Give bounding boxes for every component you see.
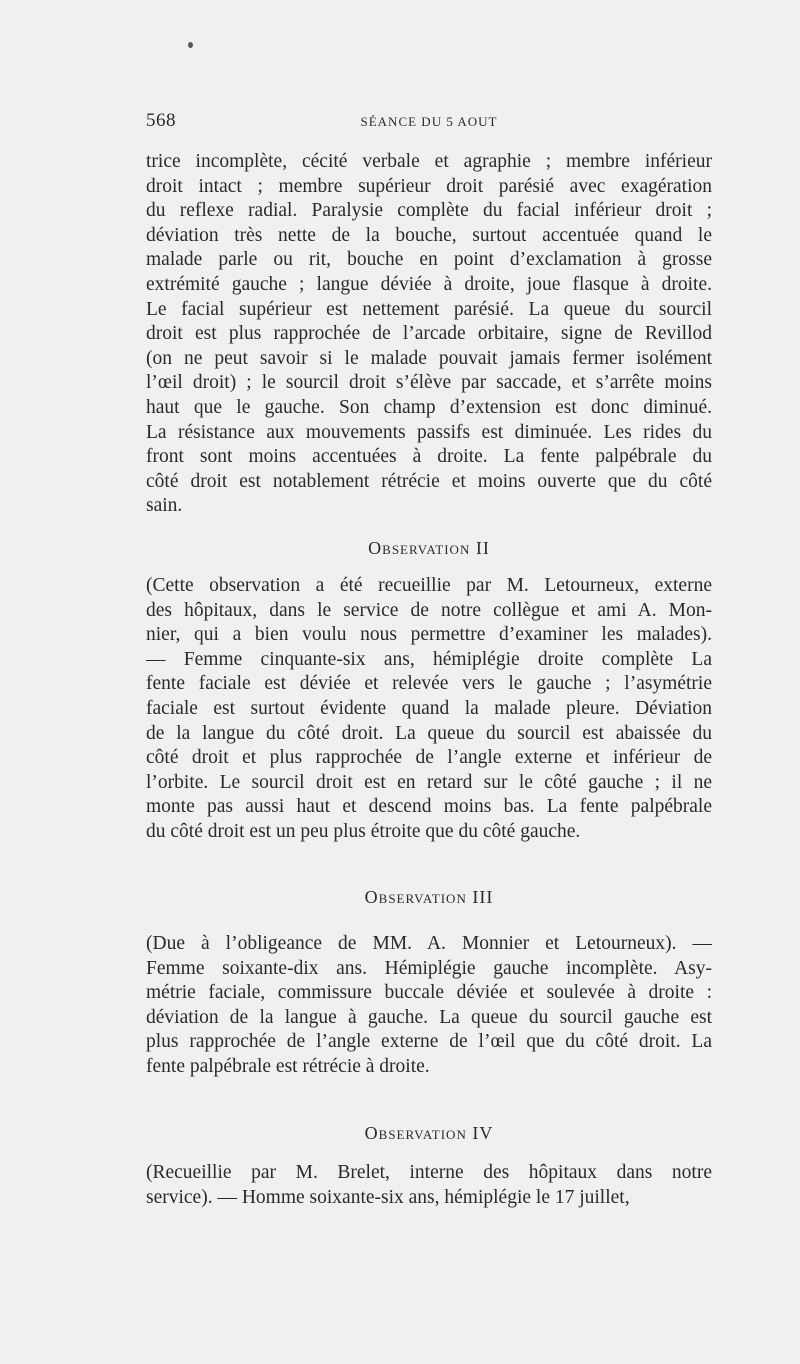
text-line: malade parle ou rit, bouche en point d’exclamation à grosse (146, 249, 712, 271)
paragraph-observation-4 (146, 1161, 712, 1210)
text-line: nier, qui a bien voulu nous permettre d’examiner les malades). (146, 624, 712, 646)
text-line: sain. (146, 495, 183, 517)
text-line: Le facial supérieur est nettement parésié. La queue du sourcil (146, 298, 712, 320)
text-line: haut que le gauche. Son champ d’extension est donc diminué. (146, 396, 712, 418)
text-line: monte pas aussi haut et descend moins bas. La fente palpébrale (146, 796, 712, 818)
text-line: extrémité gauche ; langue déviée à droite, joue flasque à droite. (146, 273, 712, 295)
heading-observation-3: Observation III (364, 887, 494, 907)
page-number: 568 (146, 110, 176, 131)
text-line: des hôpitaux, dans le service de notre collègue et ami A. Mon- (146, 599, 712, 621)
text-line: Femme soixante-dix ans. Hémiplégie gauche incomplète. Asy- (146, 957, 712, 979)
page-header (146, 110, 712, 134)
text-line: l’œil droit) ; le sourcil droit s’élève par saccade, et s’arrête moins (146, 372, 712, 394)
text-line: métrie faciale, commissure buccale déviée et soulevée à droite : (146, 982, 712, 1004)
text-line: La résistance aux mouvements passifs est diminuée. Les rides du (146, 421, 712, 443)
text-line: l’orbite. Le sourcil droit est en retard sur le côté gauche ; il ne (146, 771, 712, 793)
text-line: du reflexe radial. Paralysie complète du facial inférieur droit ; (146, 200, 712, 222)
heading-observation-2: Observation II (368, 538, 490, 558)
text-line: plus rapprochée de l’angle externe de l’œil que du côté droit. La (146, 1031, 712, 1053)
text-line: (Recueillie par M. Brelet, interne des hôpitaux dans notre (146, 1162, 712, 1183)
text-line: service). — Homme soixante-six ans, hémiplégie le 17 juillet, (146, 1186, 630, 1208)
text-line: (Due à l’obligeance de MM. A. Monnier et Letourneux). — (146, 933, 712, 954)
ink-speck (188, 42, 193, 48)
paragraph-intro (146, 150, 712, 519)
text-line: droit est plus rapprochée de l’arcade orbitaire, signe de Revillod (146, 323, 712, 345)
text-line: côté droit est notablement rétrécie et moins ouverte que du côté (146, 470, 712, 492)
paragraph-observation-3 (146, 932, 712, 1080)
paragraph-observation-2 (146, 574, 712, 845)
text-line: déviation de la langue à gauche. La queue du sourcil gauche est (146, 1006, 712, 1028)
text-line: faciale est surtout évidente quand la malade pleure. Déviation (146, 697, 712, 719)
text-line: front sont moins accentuées à droite. La fente palpébrale du (146, 446, 712, 468)
text-line: fente palpébrale est rétrécie à droite. (146, 1055, 430, 1077)
text-line: de la langue du côté droit. La queue du sourcil est abaissée du (146, 722, 712, 744)
text-line: du côté droit est un peu plus étroite que du côté gauche. (146, 820, 581, 842)
running-head: SÉANCE DU 5 AOUT (360, 114, 498, 129)
text-line: côté droit et plus rapprochée de l’angle externe et inférieur de (146, 747, 712, 769)
text-line: (on ne peut savoir si le malade pouvait jamais fermer isolément (146, 347, 712, 369)
text-line: (Cette observation a été recueillie par M. Letourneux, externe (146, 575, 712, 596)
text-line: — Femme cinquante-six ans, hémiplégie droite complète La (146, 648, 712, 670)
text-line: fente faciale est déviée et relevée vers le gauche ; l’asymétrie (146, 673, 712, 695)
text-line: droit intact ; membre supérieur droit parésié avec exagération (146, 175, 712, 197)
text-line: trice incomplète, cécité verbale et agraphie ; membre inférieur (146, 151, 712, 172)
text-line: déviation très nette de la bouche, surtout accentuée quand le (146, 224, 712, 246)
heading-observation-4: Observation IV (364, 1123, 494, 1143)
